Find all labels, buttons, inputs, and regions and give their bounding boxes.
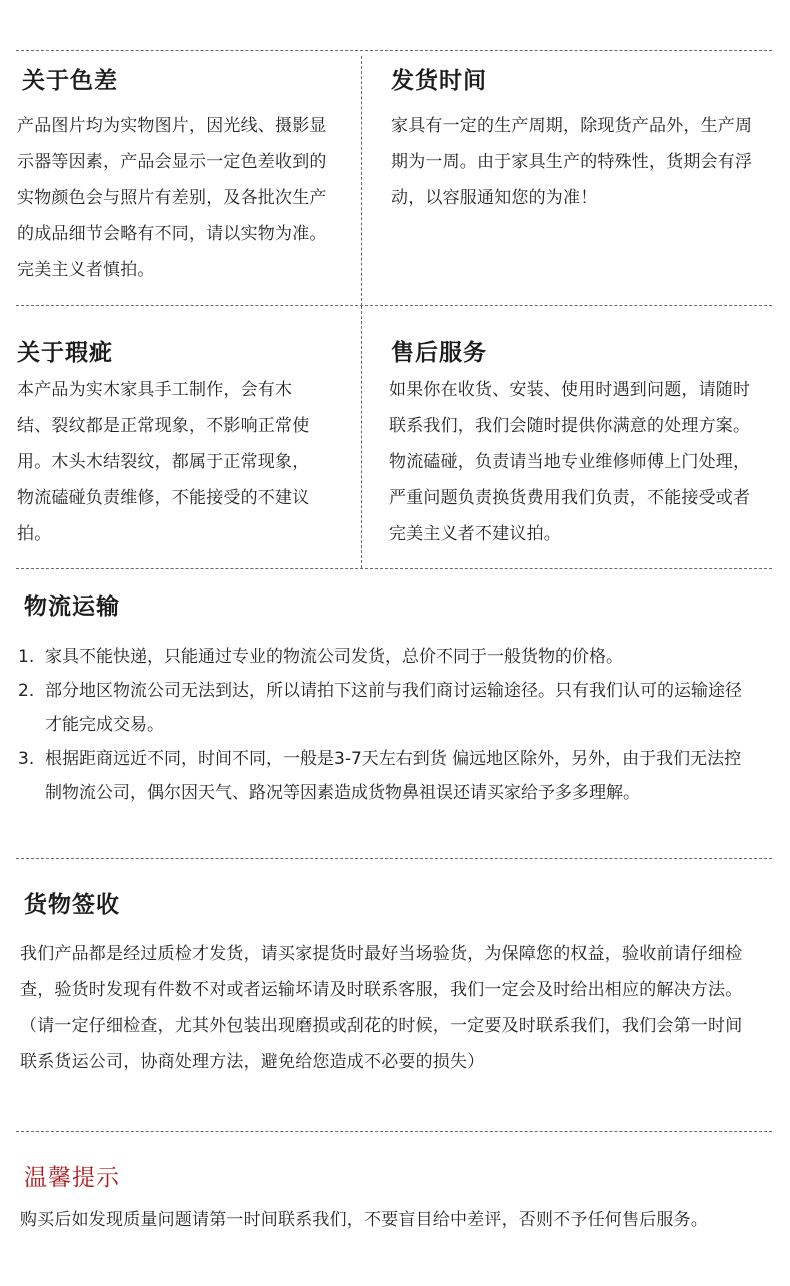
divider-vertical-top <box>361 56 362 306</box>
section-title: 货物签收 <box>24 892 120 918</box>
list-item-text: 部分地区物流公司无法到达，所以请拍下这前与我们商讨运输途径。只有我们认可的运输途径才能完成交易。 <box>45 681 742 735</box>
list-item-number: 3. <box>18 749 35 769</box>
divider-vertical-bottom <box>361 306 362 568</box>
section-title: 温馨提示 <box>24 1165 120 1191</box>
section-body: 如果你在收货、安装、使用时遇到问题，请随时联系我们，我们会随时提供你满意的处理方案。物流磕碰，负责请当地专业维修师傅上门处理，严重问题负责换货费用我们负责，不能接受或者完美主义者不建议拍。 <box>389 380 751 544</box>
section-title: 发货时间 <box>391 68 487 94</box>
list-item-number: 2. <box>18 681 35 701</box>
section-title: 关于瑕疵 <box>17 340 113 366</box>
section-body: 产品图片均为实物图片，因光线、摄影显示器等因素，产品会显示一定色差收到的实物颜色会与照片有差别，及各批次生产的成品细节会略有不同，请以实物为准。完美主义者慎拍。 <box>17 116 327 280</box>
section-title: 物流运输 <box>24 594 120 620</box>
divider-grid-bottom <box>16 568 772 569</box>
section-title: 关于色差 <box>22 68 118 94</box>
section-body: 家具有一定的生产周期，除现货产品外，生产周期为一周。由于家具生产的特殊性，货期会有浮动，以容服通知您的为准！ <box>391 116 753 208</box>
list-item-text: 家具不能快递，只能通过专业的物流公司发货，总价不同于一般货物的价格。 <box>45 647 623 667</box>
logistics-list <box>18 640 753 810</box>
list-item <box>18 742 753 810</box>
divider-top <box>16 50 772 51</box>
section-body: 我们产品都是经过质检才发货，请买家提货时最好当场验货，为保障您的权益，验收前请仔细检查，验货时发现有件数不对或者运输坏请及时联系客服，我们一定会及时给出相应的解决方法。（请一定仔细检查，尤其外包装出现磨损或刮花的时候，一定要及时联系我们，我们会第一时间联系货运公司，协商处理方法，避免给您造成不必要的损失） <box>20 944 743 1072</box>
divider-receipt-bottom <box>16 1131 772 1132</box>
section-body: 购买后如发现质量问题请第一时间联系我们，不要盲目给中差评，否则不予任何售后服务。 <box>20 1210 708 1230</box>
section-body: 本产品为实木家具手工制作，会有木结、裂纹都是正常现象，不影响正常使用。木头木结裂纹，都属于正常现象，物流磕碰负责维修，不能接受的不建议拍。 <box>17 380 310 544</box>
section-title: 售后服务 <box>391 340 487 366</box>
divider-logistics-bottom <box>16 858 772 859</box>
list-item-number: 1. <box>18 647 35 667</box>
list-item-text: 根据距商远近不同，时间不同，一般是3-7天左右到货 偏远地区除外，另外，由于我们无法控制物流公司，偶尔因天气、路况等因素造成货物鼻祖误还请买家给予多多理解。 <box>45 749 742 803</box>
list-item <box>18 640 753 674</box>
list-item <box>18 674 753 742</box>
divider-grid-middle <box>16 305 772 306</box>
